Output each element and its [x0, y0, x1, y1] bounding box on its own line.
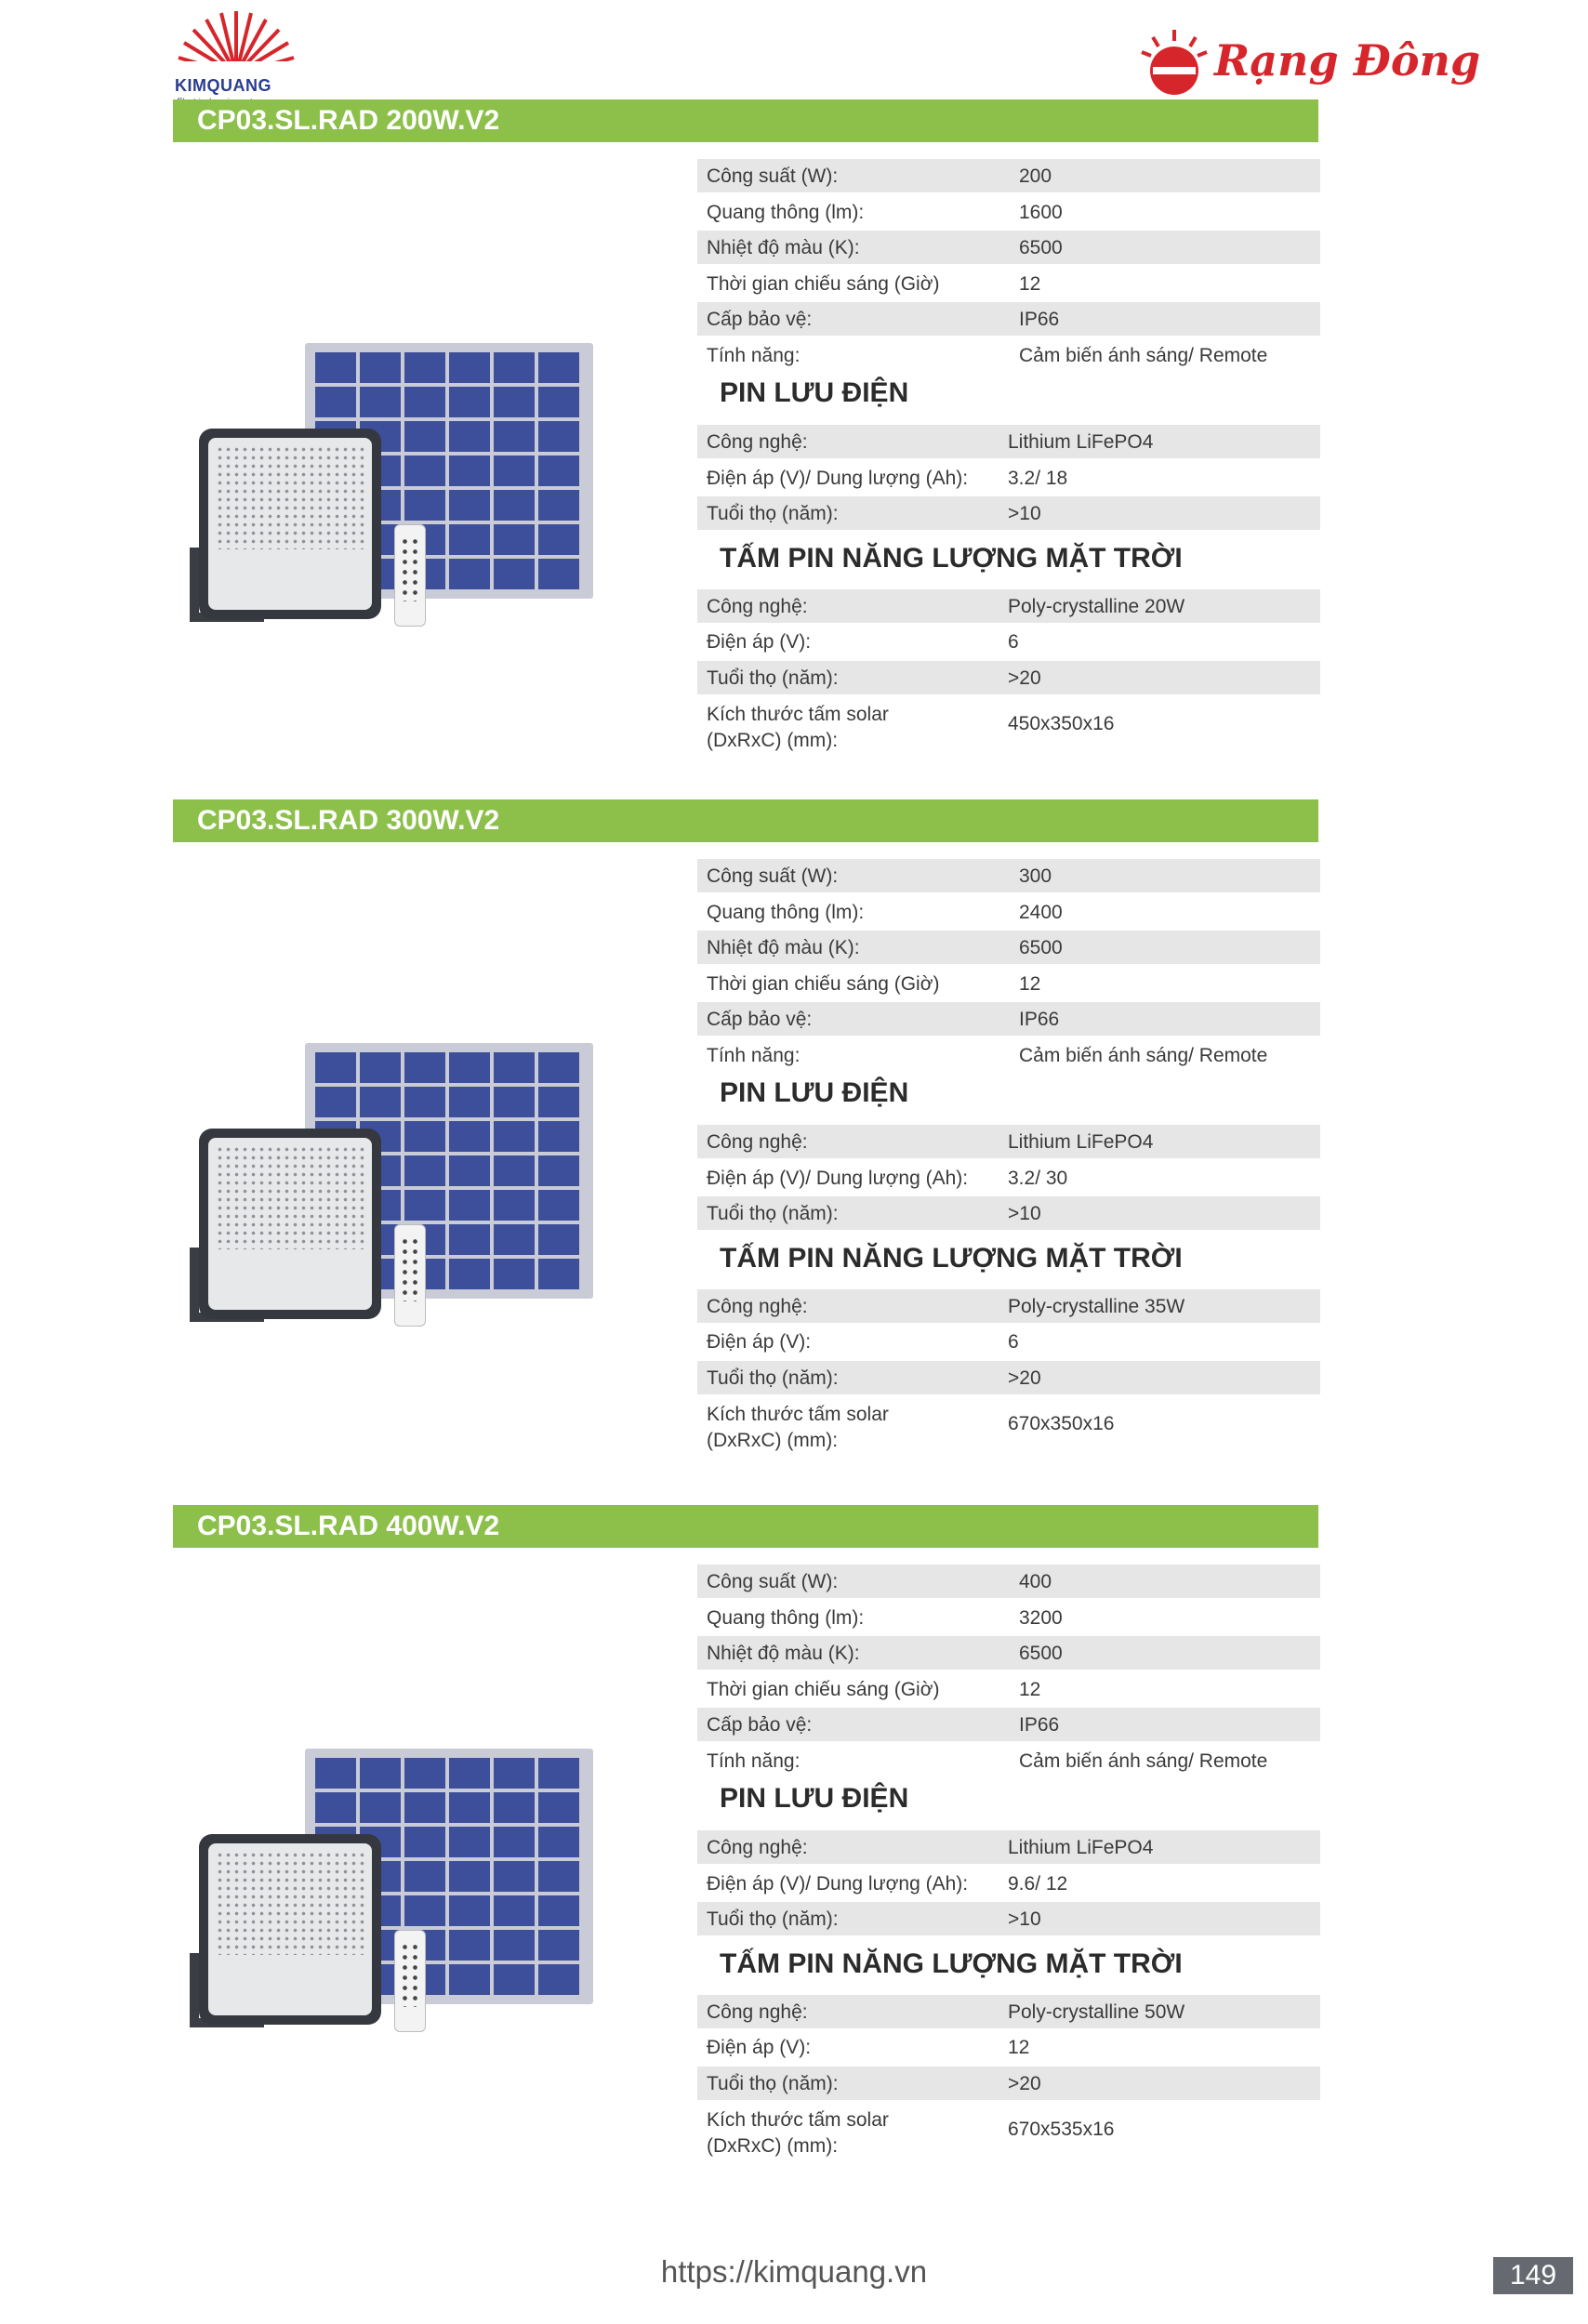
spec-value: 6: [1008, 631, 1019, 653]
spec-label: Tuổi thọ (năm):: [707, 1203, 839, 1224]
battery-heading: PIN LƯU ĐIỆN: [720, 1077, 909, 1108]
solar-heading: TẤM PIN NĂNG LƯỢNG MẶT TRỜI: [720, 542, 1183, 574]
spec-value: Poly-crystalline 35W: [1008, 1295, 1185, 1317]
spec-row: [697, 1708, 1320, 1741]
spec-row: [697, 1196, 1320, 1230]
spec-value: 12: [1019, 972, 1041, 995]
spec-label: Tính năng:: [707, 1044, 801, 1066]
spec-row: [697, 1636, 1320, 1670]
spec-value: Lithium LiFePO4: [1008, 1131, 1154, 1153]
spec-row: [697, 1125, 1320, 1158]
spec-row: [697, 1601, 1320, 1634]
spec-value: 1600: [1019, 201, 1063, 223]
spec-row: [697, 425, 1320, 458]
spec-label: Thời gian chiếu sáng (Giờ): [707, 1678, 940, 1700]
spec-row: [697, 302, 1320, 336]
spec-row: [697, 2030, 1320, 2064]
spec-row: [697, 338, 1320, 372]
spec-label: Tuổi thọ (năm):: [707, 503, 839, 524]
spec-value: Poly-crystalline 20W: [1008, 595, 1185, 617]
spec-value: Lithium LiFePO4: [1008, 431, 1154, 453]
kimquang-logo-text: KIMQUANG: [175, 76, 271, 95]
spec-row: [697, 1038, 1320, 1072]
spec-value: IP66: [1019, 309, 1060, 330]
sunburst-rays-icon: [171, 9, 301, 76]
spec-row: [697, 1830, 1320, 1864]
spec-label: Tính năng:: [707, 1750, 801, 1772]
spec-row: [697, 1565, 1320, 1598]
spec-row: [697, 2067, 1320, 2100]
spec-value: >10: [1008, 503, 1041, 524]
floodlight-image: [199, 1834, 381, 2025]
spec-value: 3.2/ 18: [1008, 467, 1068, 489]
kimquang-logo: [171, 9, 311, 99]
spec-label: Điện áp (V):: [707, 1331, 812, 1353]
spec-row: [697, 661, 1320, 694]
battery-heading: PIN LƯU ĐIỆN: [720, 1783, 909, 1814]
spec-label: Kích thước tấm solar (DxRxC) (mm):: [707, 704, 889, 751]
spec-row: [697, 1867, 1320, 1900]
spec-row: [697, 696, 1320, 754]
spec-label: Công suất (W):: [707, 1571, 839, 1592]
product-title: CP03.SL.RAD 200W.V2: [173, 99, 1318, 142]
spec-label: Điện áp (V)/ Dung lượng (Ah):: [707, 1872, 969, 1895]
spec-row: [697, 1361, 1320, 1394]
product-section: [0, 799, 1588, 1469]
spec-label: Công nghệ:: [707, 1295, 808, 1317]
rang-dong-logo: [1140, 28, 1481, 102]
product-section: [0, 1505, 1588, 2174]
spec-label: Cấp bảo vệ:: [707, 309, 813, 330]
spec-row: [697, 496, 1320, 530]
spec-label: Nhiệt độ màu (K):: [707, 1643, 860, 1664]
remote-control-image: [394, 1930, 426, 2032]
spec-row: [697, 1902, 1320, 1935]
spec-label: Thời gian chiếu sáng (Giờ): [707, 972, 940, 995]
spec-value: 2400: [1019, 901, 1063, 923]
spec-label: Thời gian chiếu sáng (Giờ): [707, 272, 940, 295]
spec-row: [697, 895, 1320, 929]
spec-label: Điện áp (V):: [707, 2037, 812, 2058]
spec-value: 300: [1019, 865, 1052, 887]
spec-value: 200: [1019, 165, 1052, 187]
spec-row: [697, 1161, 1320, 1195]
spec-value: 3200: [1019, 1606, 1063, 1629]
spec-row: [697, 1672, 1320, 1706]
floodlight-image: [199, 429, 381, 619]
spec-label: Quang thông (lm):: [707, 901, 865, 923]
spec-value: 6500: [1019, 237, 1063, 258]
spec-label: Điện áp (V)/ Dung lượng (Ah):: [707, 467, 969, 489]
solar-heading: TẤM PIN NĂNG LƯỢNG MẶT TRỜI: [720, 1948, 1183, 1979]
spec-label: Tuổi thọ (năm):: [707, 2072, 839, 2094]
spec-label: Công suất (W):: [707, 865, 839, 887]
spec-value: 12: [1019, 272, 1041, 295]
spec-label: Cấp bảo vệ:: [707, 1009, 813, 1030]
spec-label: Tuổi thọ (năm):: [707, 667, 839, 689]
floodlight-image: [199, 1129, 381, 1319]
spec-label: Cấp bảo vệ:: [707, 1714, 813, 1736]
spec-row: [697, 1995, 1320, 2028]
spec-row: [697, 1396, 1320, 1454]
solar-heading: TẤM PIN NĂNG LƯỢNG MẶT TRỜI: [720, 1242, 1183, 1274]
spec-value: 6500: [1019, 937, 1063, 958]
spec-row: [697, 461, 1320, 495]
spec-label: Công nghệ:: [707, 595, 808, 617]
page-number: 149: [1493, 2257, 1573, 2294]
product-title: CP03.SL.RAD 300W.V2: [173, 799, 1318, 842]
spec-label: Kích thước tấm solar (DxRxC) (mm):: [707, 1404, 889, 1451]
spec-row: [697, 931, 1320, 964]
spec-row: [697, 589, 1320, 623]
spec-label: Điện áp (V)/ Dung lượng (Ah):: [707, 1167, 969, 1189]
spec-row: [697, 2102, 1320, 2159]
spec-row: [697, 967, 1320, 1000]
spec-value: 6500: [1019, 1643, 1063, 1664]
spec-row: [697, 195, 1320, 229]
spec-label: Nhiệt độ màu (K):: [707, 237, 860, 258]
spec-label: Công nghệ:: [707, 1837, 808, 1858]
spec-value: 400: [1019, 1571, 1052, 1592]
spec-value: Cảm biến ánh sáng/ Remote: [1019, 1750, 1268, 1772]
spec-row: [697, 1289, 1320, 1323]
spec-label: Công suất (W):: [707, 165, 839, 187]
spec-value: 670x350x16: [1008, 1413, 1115, 1434]
battery-heading: PIN LƯU ĐIỆN: [720, 377, 909, 408]
spec-value: Poly-crystalline 50W: [1008, 2000, 1185, 2023]
spec-value: >20: [1008, 667, 1041, 689]
spec-label: Quang thông (lm):: [707, 1606, 865, 1629]
product-image: [195, 343, 604, 640]
product-section: [0, 99, 1588, 769]
spec-value: 6: [1008, 1331, 1019, 1353]
product-image: [195, 1043, 604, 1340]
spec-label: Tuổi thọ (năm):: [707, 1367, 839, 1389]
spec-value: 12: [1008, 2037, 1030, 2058]
footer-url: https://kimquang.vn: [660, 2254, 928, 2289]
spec-row: [697, 159, 1320, 192]
spec-row: [697, 625, 1320, 658]
spec-label: Công nghệ:: [707, 431, 808, 453]
spec-value: >20: [1008, 2072, 1041, 2094]
spec-label: Công nghệ:: [707, 2000, 808, 2023]
spec-label: Điện áp (V):: [707, 631, 812, 653]
spec-row: [697, 267, 1320, 300]
spec-value: IP66: [1019, 1009, 1060, 1030]
spec-value: 3.2/ 30: [1008, 1167, 1068, 1189]
spec-row: [697, 1002, 1320, 1036]
spec-row: [697, 1744, 1320, 1777]
spec-value: Cảm biến ánh sáng/ Remote: [1019, 1044, 1268, 1066]
product-title: CP03.SL.RAD 400W.V2: [173, 1505, 1318, 1548]
spec-label: Quang thông (lm):: [707, 201, 865, 223]
spec-row: [697, 231, 1320, 264]
spec-value: >20: [1008, 1367, 1041, 1389]
remote-control-image: [394, 524, 426, 627]
spec-value: 12: [1019, 1678, 1041, 1700]
spec-value: IP66: [1019, 1714, 1060, 1736]
rang-dong-sun-icon: [1140, 28, 1209, 97]
spec-row: [697, 859, 1320, 892]
spec-value: Cảm biến ánh sáng/ Remote: [1019, 344, 1268, 366]
spec-label: Công nghệ:: [707, 1131, 808, 1153]
remote-control-image: [394, 1224, 426, 1327]
spec-label: Tính năng:: [707, 344, 801, 366]
spec-value: 670x535x16: [1008, 2119, 1115, 2140]
rang-dong-logo-text: Rạng Đông: [1214, 35, 1481, 86]
spec-label: Kích thước tấm solar (DxRxC) (mm):: [707, 2109, 889, 2157]
spec-value: Lithium LiFePO4: [1008, 1837, 1154, 1858]
spec-label: Nhiệt độ màu (K):: [707, 937, 860, 958]
product-image: [195, 1749, 604, 2046]
spec-value: 9.6/ 12: [1008, 1872, 1068, 1895]
spec-value: >10: [1008, 1908, 1041, 1930]
spec-label: Tuổi thọ (năm):: [707, 1908, 839, 1930]
spec-row: [697, 1325, 1320, 1358]
spec-value: >10: [1008, 1203, 1041, 1224]
spec-value: 450x350x16: [1008, 713, 1115, 734]
